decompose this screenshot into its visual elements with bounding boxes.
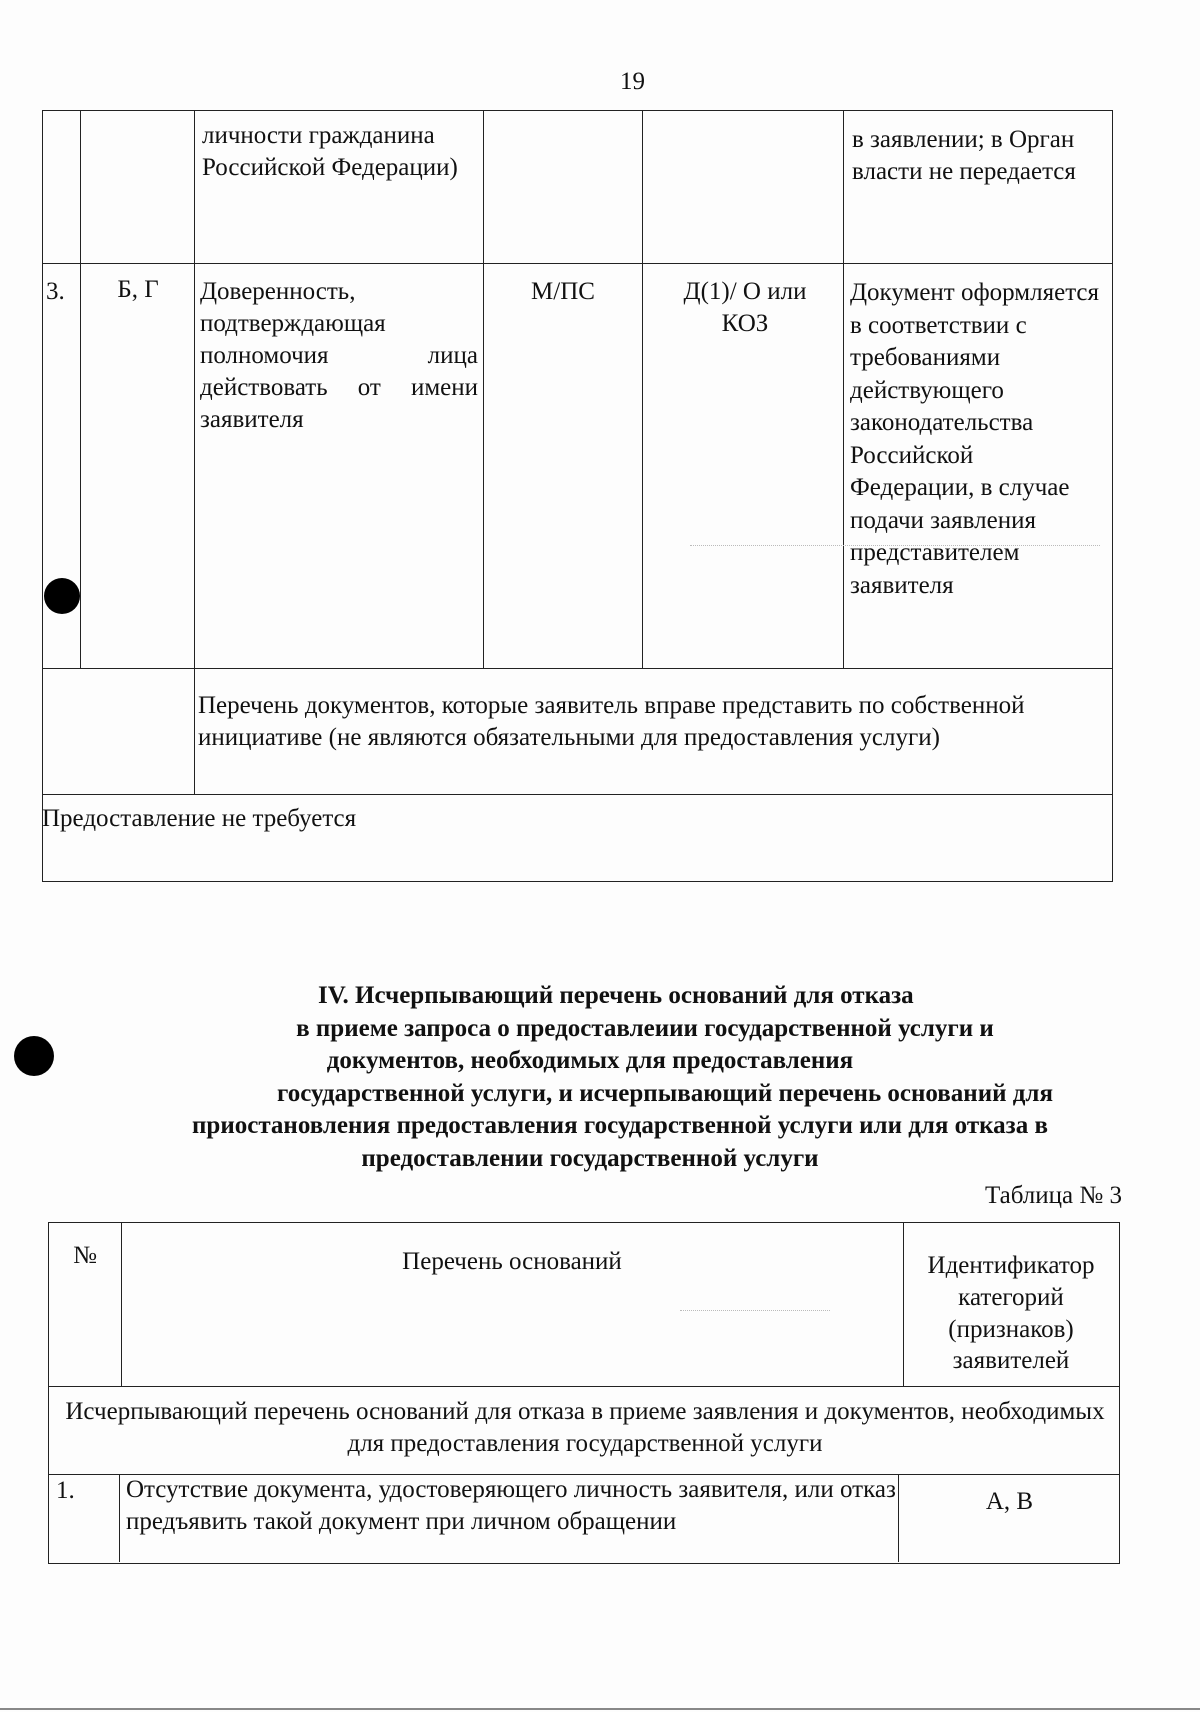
header-reasons: Перечень оснований: [402, 1248, 622, 1275]
heading-line: в приеме запроса о предоставлеиии государственной услуги и: [296, 1014, 994, 1042]
heading-line: государственной услуги, и исчерпывающий перечень оснований для: [277, 1079, 1053, 1107]
row-note: Документ оформляется в соответствии с требованиями действующего законодательства Российской Федерации, в случае подачи заявления представителем заявителя: [850, 279, 1100, 599]
column-divider: [80, 110, 81, 668]
heading-line: приостановления предоставления государственной услуги или для отказа в: [192, 1112, 1048, 1139]
row-doc-name: Доверенность, подтверждающая полномочия лица действовать от имени заявителя: [200, 278, 478, 433]
row-number: 1.: [56, 1477, 75, 1504]
heading-line: IV. Исчерпывающий перечень оснований для отказа: [318, 982, 914, 1009]
punch-hole-mark: [44, 578, 80, 614]
scan-edge: [0, 1708, 1200, 1710]
section-row: Исчерпывающий перечень оснований для отказа в приеме заявления и документов, необходимых для предоставления государственной услуги: [65, 1398, 1105, 1457]
column-divider: [483, 110, 484, 668]
continuation-doc-name: личности гражданина Российской Федерации): [202, 122, 458, 181]
row-number: 3.: [46, 278, 65, 305]
row-divider: [42, 263, 1113, 264]
punch-hole-mark: [14, 1036, 54, 1076]
row-presentation: М/ПС: [531, 278, 595, 305]
scan-speck: [680, 1310, 830, 1311]
row-divider: [42, 794, 1113, 795]
page-number: 19: [620, 68, 645, 95]
optional-documents-value: Предоставление не требуется: [42, 805, 357, 832]
row-reason: Отсутствие документа, удостоверяющего личность заявителя, или отказ предъявить такой документ при личном обращении: [126, 1476, 896, 1535]
column-divider: [843, 110, 844, 668]
row-identifier: А, В: [985, 1488, 1034, 1515]
header-number: №: [73, 1242, 97, 1269]
heading-line: предоставлении государственной услуги: [361, 1144, 819, 1172]
heading-line: документов, необходимых для предоставления: [326, 1047, 854, 1074]
scan-speck: [690, 545, 1100, 546]
column-divider: [121, 1222, 122, 1386]
column-divider: [903, 1222, 904, 1386]
column-divider: [642, 110, 643, 668]
section-heading: [90, 980, 1150, 1175]
column-divider: [194, 110, 195, 794]
table-label: Таблица № 3: [984, 1182, 1122, 1209]
row-form: Д(1)/ О или КОЗ: [683, 278, 807, 337]
continuation-note: в заявлении; в Орган власти не передается: [852, 126, 1076, 185]
header-identifier: Идентификатор категорий (признаков) заявителей: [927, 1252, 1095, 1375]
column-divider: [898, 1474, 899, 1562]
optional-documents-header: Перечень документов, которые заявитель вправе представить по собственной инициативе (не являются обязательными для предоставления услуги): [198, 692, 1025, 751]
row-divider: [48, 1386, 1120, 1387]
row-divider: [42, 668, 1113, 669]
row-categories: Б, Г: [117, 276, 159, 303]
column-divider: [119, 1474, 120, 1562]
